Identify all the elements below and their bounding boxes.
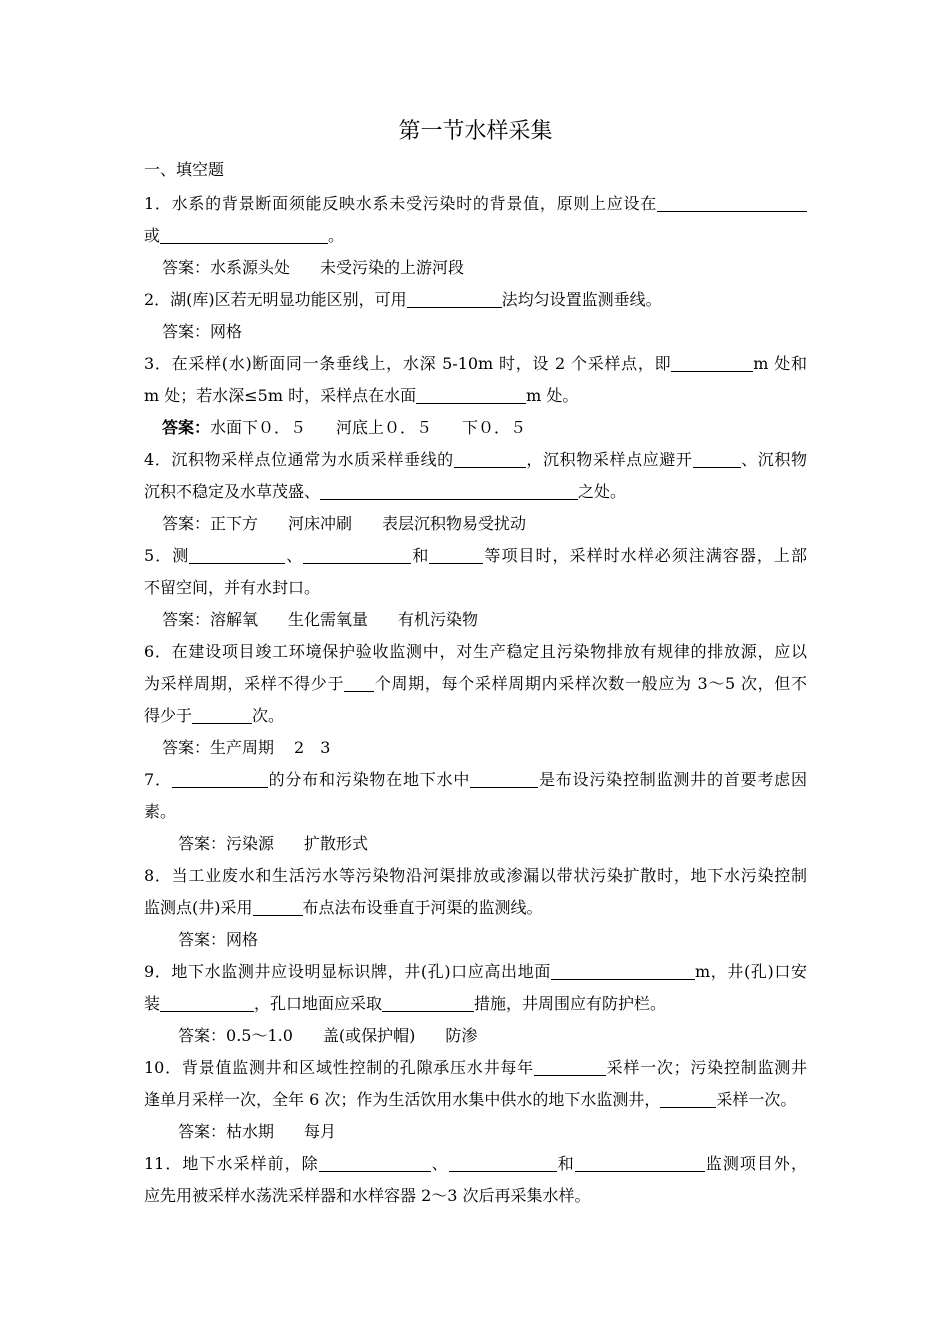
answer-blank[interactable]: [671, 353, 753, 372]
question-line: [144, 444, 807, 476]
answer-text: 河床冲刷: [288, 514, 353, 533]
question-8: [144, 860, 807, 956]
question-text: m，井(孔)口安: [694, 962, 807, 981]
question-line: [144, 1148, 807, 1180]
answer-text: 有机污染物: [398, 610, 479, 629]
question-text: 监测项目外，: [704, 1154, 807, 1173]
question-text: 是布设污染控制监测井的首要考虑因: [538, 770, 807, 789]
question-6: [144, 636, 807, 764]
answer-blank[interactable]: [407, 289, 502, 308]
question-text: 应先用被采样水荡洗采样器和水样容器 2～3 次后再采集水样。: [144, 1186, 591, 1205]
answer-blank[interactable]: [344, 673, 374, 692]
answer-blank[interactable]: [172, 769, 268, 788]
question-line: [144, 1084, 807, 1116]
question-line: [144, 572, 807, 604]
question-text: 采样一次。: [716, 1090, 797, 1109]
question-line: [144, 764, 807, 796]
question-text: 采样一次；污染控制监测井: [605, 1058, 807, 1077]
answer-line: [144, 316, 807, 348]
question-text: 等项目时，采样时水样必须注满容器，上部: [483, 546, 807, 565]
answer-text: 每月: [304, 1122, 337, 1141]
answer-text: 污染源: [226, 834, 275, 853]
answer-blank[interactable]: [382, 993, 474, 1012]
question-5: [144, 540, 807, 636]
question-text: 不留空间，并有水封口。: [144, 578, 321, 597]
answer-line: [144, 828, 807, 860]
question-line: [144, 188, 807, 220]
answer-blank[interactable]: [253, 897, 303, 916]
question-text: 8．当工业废水和生活污水等污染物沿河渠排放或渗漏以带状污染扩散时，地下水污染控制: [144, 866, 807, 885]
answer-label: 答案：: [162, 738, 211, 757]
question-line: [144, 892, 807, 924]
answer-blank[interactable]: [320, 481, 578, 500]
answer-label: 答案：: [162, 610, 211, 629]
question-text: ，孔口地面应采取: [254, 994, 383, 1013]
question-line: [144, 476, 807, 508]
page-title: 第一节水样采集: [398, 119, 553, 144]
question-text: 之处。: [578, 482, 627, 501]
answer-blank[interactable]: [454, 449, 526, 468]
answer-text: 生化需氧量: [288, 610, 369, 629]
answer-text: 盖(或保护帽): [322, 1026, 416, 1045]
answer-label: 答案：: [162, 418, 211, 437]
answer-text: 0.5～1.0: [226, 1026, 293, 1045]
answer-blank[interactable]: [429, 545, 483, 564]
answer-label: 答案：: [178, 1026, 227, 1045]
question-text: 6．在建设项目竣工环境保护验收监测中，对生产稳定且污染物排放有规律的排放源，应以: [144, 642, 807, 661]
question-4: [144, 444, 807, 540]
question-text: 布点法布设垂直于河渠的监测线。: [302, 898, 543, 917]
answer-line: [144, 924, 807, 956]
question-text: m 处。: [526, 386, 579, 405]
question-line: [144, 636, 807, 668]
question-text: 素。: [144, 802, 177, 821]
answer-blank[interactable]: [470, 769, 538, 788]
section-heading: 一、填空题: [144, 160, 225, 179]
answer-blank[interactable]: [192, 705, 252, 724]
question-text: ，沉积物采样点应避开: [525, 450, 693, 469]
answer-text: 扩散形式: [304, 834, 369, 853]
question-text: 9．地下水监测井应设明显标识牌，井(孔)口应高出地面: [144, 962, 551, 981]
question-text: 为采样周期，采样不得少于: [144, 674, 345, 693]
question-text: m 处；若水深≤5m 时，采样点在水面: [144, 386, 417, 405]
answer-text: 未受污染的上游河段: [320, 258, 465, 277]
question-text: 1．水系的背景断面须能反映水系未受污染时的背景值，原则上应设在: [144, 194, 657, 213]
answer-blank[interactable]: [189, 545, 285, 564]
answer-label: 答案：: [178, 834, 227, 853]
answer-line: [144, 508, 807, 540]
answer-line: [144, 1020, 807, 1052]
question-line: [144, 988, 807, 1020]
question-line: [144, 668, 807, 700]
question-line: [144, 860, 807, 892]
question-10: [144, 1052, 807, 1148]
answer-line: [144, 252, 807, 284]
question-text: 和: [411, 546, 430, 565]
question-2: [144, 284, 807, 348]
question-text: 5．测: [144, 546, 190, 565]
answer-blank[interactable]: [160, 225, 328, 244]
question-line: [144, 1052, 807, 1084]
answer-blank[interactable]: [534, 1057, 606, 1076]
question-9: [144, 956, 807, 1052]
question-line: [144, 284, 807, 316]
answer-blank[interactable]: [657, 193, 807, 212]
answer-blank[interactable]: [449, 1153, 557, 1172]
question-text: 得少于: [144, 706, 193, 725]
question-line: [144, 540, 807, 572]
answer-text: 网格: [210, 322, 243, 341]
question-line: [144, 956, 807, 988]
answer-text: 溶解氧: [210, 610, 259, 629]
answer-text: 河底上０．５: [336, 418, 433, 437]
question-line: [144, 220, 807, 252]
answer-text: 正下方: [210, 514, 259, 533]
answer-text: 水面下０．５: [210, 418, 307, 437]
question-text: 逢单月采样一次，全年 6 次；作为生活饮用水集中供水的地下水监测井，: [144, 1090, 661, 1109]
answer-label: 答案：: [162, 258, 211, 277]
answer-line: [144, 1116, 807, 1148]
question-text: 措施，井周围应有防护栏。: [474, 994, 667, 1013]
question-text: 、: [430, 1154, 449, 1173]
answer-text: 3: [320, 738, 331, 757]
answer-label: 答案：: [162, 514, 211, 533]
answer-text: 水系源头处: [210, 258, 291, 277]
answer-blank[interactable]: [660, 1089, 716, 1108]
answer-label: 答案：: [162, 322, 211, 341]
question-text: 和: [556, 1154, 575, 1173]
question-1: [144, 188, 807, 284]
question-text: 、: [285, 546, 304, 565]
answer-blank[interactable]: [551, 961, 695, 980]
question-text: 法均匀设置监测垂线。: [501, 290, 662, 309]
question-text: 的分布和污染物在地下水中: [267, 770, 471, 789]
question-text: 或: [144, 226, 161, 245]
answer-blank[interactable]: [416, 385, 526, 404]
question-3: [144, 348, 807, 444]
answer-text: 2: [294, 738, 305, 757]
answer-line: [144, 412, 807, 444]
question-text: 4．沉积物采样点位通常为水质采样垂线的: [144, 450, 454, 469]
question-text: 次。: [252, 706, 285, 725]
question-text: 装: [144, 994, 161, 1013]
question-text: 2．湖(库)区若无明显功能区别，可用: [144, 290, 407, 309]
answer-line: [144, 732, 807, 764]
answer-text: 下０．５: [462, 418, 527, 437]
question-text: 、沉积物: [740, 450, 807, 469]
question-text: 7．: [144, 770, 172, 789]
answer-blank[interactable]: [303, 545, 411, 564]
answer-text: 防渗: [445, 1026, 478, 1045]
answer-text: 表层沉积物易受扰动: [382, 514, 527, 533]
question-text: 10．背景值监测井和区域性控制的孔隙承压水井每年: [144, 1058, 534, 1077]
question-text: 。: [328, 226, 345, 245]
answer-line: [144, 604, 807, 636]
answer-blank[interactable]: [575, 1153, 705, 1172]
question-text: 3．在采样(水)断面同一条垂线上，水深 5-10m 时，设 2 个采样点，即: [144, 354, 672, 373]
question-text: 监测点(井)采用: [144, 898, 253, 917]
question-text: 11．地下水采样前，除: [144, 1154, 319, 1173]
answer-label: 答案：: [178, 930, 227, 949]
question-line: [144, 700, 807, 732]
question-text: 个周期，每个采样周期内采样次数一般应为 3～5 次，但不: [374, 674, 807, 693]
question-text: m 处和: [753, 354, 807, 373]
question-line: [144, 796, 807, 828]
answer-blank[interactable]: [693, 449, 741, 468]
question-line: [144, 1180, 807, 1212]
answer-blank[interactable]: [319, 1153, 431, 1172]
answer-text: 枯水期: [226, 1122, 275, 1141]
question-7: [144, 764, 807, 860]
question-text: 沉积不稳定及水草茂盛、: [144, 482, 321, 501]
answer-text: 网格: [226, 930, 259, 949]
question-line: [144, 380, 807, 412]
answer-text: 生产周期: [210, 738, 275, 757]
answer-label: 答案：: [178, 1122, 227, 1141]
answer-blank[interactable]: [160, 993, 254, 1012]
question-11: [144, 1148, 807, 1212]
question-line: [144, 348, 807, 380]
